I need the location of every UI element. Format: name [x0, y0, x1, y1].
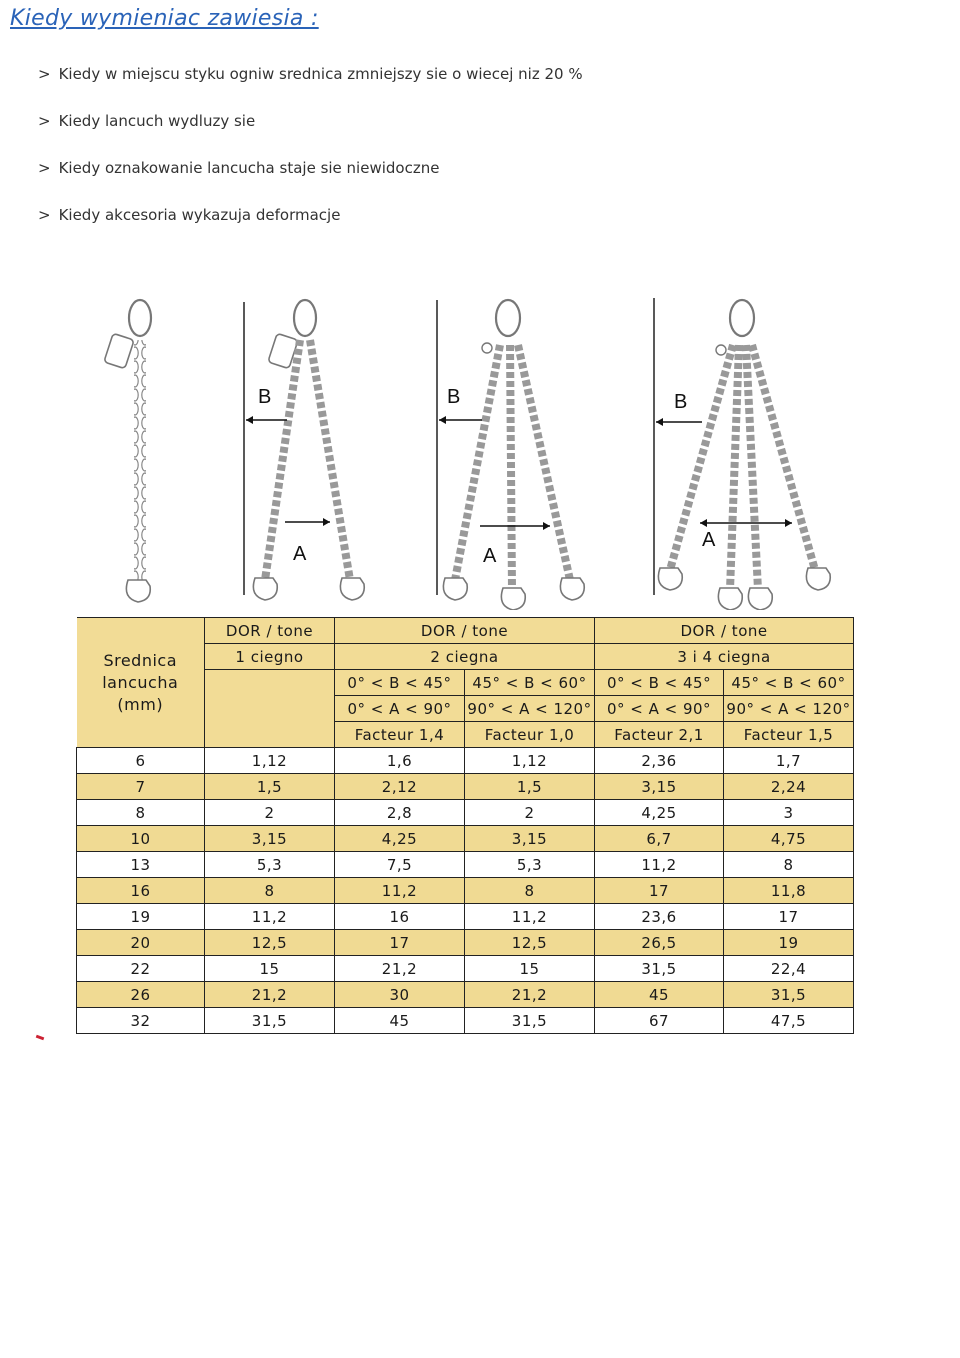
load-capacity-table-container: [76, 617, 853, 1041]
angle-b-range: 0° < B < 45°: [595, 670, 724, 696]
capacity-cell: 15: [205, 956, 335, 982]
single-leg-sling-icon: [104, 300, 151, 602]
capacity-cell: 2,36: [595, 748, 724, 774]
capacity-cell: 15: [465, 956, 595, 982]
factor-cell: Facteur 1,0: [465, 722, 595, 748]
capacity-cell: 21,2: [465, 982, 595, 1008]
diameter-cell: 7: [77, 774, 205, 800]
capacity-cell: 23,6: [595, 904, 724, 930]
page-title: Kiedy wymieniac zawiesia :: [10, 6, 319, 31]
capacity-cell: 21,2: [205, 982, 335, 1008]
angle-a-label: A: [702, 529, 716, 551]
angle-b-label: B: [258, 386, 272, 408]
diameter-cell: 19: [77, 904, 205, 930]
angle-a-range: 0° < A < 90°: [335, 696, 465, 722]
bullet-marker: >: [38, 65, 51, 83]
capacity-cell: 21,2: [335, 956, 465, 982]
capacity-cell: 12,5: [465, 930, 595, 956]
capacity-cell: 3,15: [465, 826, 595, 852]
four-leg-sling-icon: [656, 300, 830, 610]
angle-b-range: 45° < B < 60°: [724, 670, 854, 696]
capacity-cell: 4,25: [335, 826, 465, 852]
list-item: [38, 205, 583, 252]
capacity-cell: 1,6: [335, 748, 465, 774]
capacity-cell: 19: [724, 930, 854, 956]
table-row: [77, 1008, 854, 1034]
table-body: [77, 748, 854, 1034]
capacity-cell: 11,2: [595, 852, 724, 878]
diameter-cell: 32: [77, 1008, 205, 1034]
diameter-cell: 26: [77, 982, 205, 1008]
table-row: [77, 878, 854, 904]
capacity-cell: 1,5: [205, 774, 335, 800]
angle-b-label: B: [447, 386, 461, 408]
stub-line: Srednica: [103, 650, 178, 670]
capacity-cell: 31,5: [724, 982, 854, 1008]
table-row: [77, 930, 854, 956]
table-row: [77, 852, 854, 878]
angle-a-label: A: [483, 545, 497, 567]
angle-a-range: 90° < A < 120°: [465, 696, 595, 722]
capacity-cell: 1,7: [724, 748, 854, 774]
factor-cell: Facteur 2,1: [595, 722, 724, 748]
angle-a-range: 0° < A < 90°: [595, 696, 724, 722]
load-capacity-table: [76, 617, 854, 1034]
capacity-cell: 47,5: [724, 1008, 854, 1034]
factor-cell: Facteur 1,5: [724, 722, 854, 748]
table-row: [77, 982, 854, 1008]
capacity-cell: 4,25: [595, 800, 724, 826]
group-subtitle: 3 i 4 ciegna: [595, 644, 854, 670]
capacity-cell: 17: [595, 878, 724, 904]
bullet-marker: >: [38, 159, 51, 177]
capacity-cell: 6,7: [595, 826, 724, 852]
capacity-cell: 26,5: [595, 930, 724, 956]
capacity-cell: 67: [595, 1008, 724, 1034]
chain-sling-diagrams: [0, 290, 960, 610]
capacity-cell: 17: [724, 904, 854, 930]
capacity-cell: 2,12: [335, 774, 465, 800]
group-title: DOR / tone: [595, 618, 854, 644]
two-leg-sling-icon: [246, 300, 364, 600]
factor-cell: Facteur 1,4: [335, 722, 465, 748]
capacity-cell: 11,8: [724, 878, 854, 904]
replacement-criteria-list: [38, 64, 583, 252]
capacity-cell: 45: [335, 1008, 465, 1034]
capacity-cell: 11,2: [335, 878, 465, 904]
capacity-cell: 16: [335, 904, 465, 930]
table-row: [77, 748, 854, 774]
diameter-cell: 10: [77, 826, 205, 852]
diameter-cell: 6: [77, 748, 205, 774]
capacity-cell: 2: [205, 800, 335, 826]
table-row: [77, 904, 854, 930]
list-item-text: Kiedy lancuch wydluzy sie: [58, 112, 256, 130]
table-row: [77, 956, 854, 982]
list-item-text: Kiedy akcesoria wykazuja deformacje: [58, 206, 341, 224]
group-subtitle: 2 ciegna: [335, 644, 595, 670]
empty-header-cell: [205, 670, 335, 748]
diameter-cell: 13: [77, 852, 205, 878]
capacity-cell: 12,5: [205, 930, 335, 956]
list-item: [38, 158, 583, 205]
capacity-cell: 11,2: [465, 904, 595, 930]
capacity-cell: 4,75: [724, 826, 854, 852]
table-row: [77, 826, 854, 852]
list-item-text: Kiedy oznakowanie lancucha staje sie niewidoczne: [58, 159, 440, 177]
capacity-cell: 17: [335, 930, 465, 956]
capacity-cell: 31,5: [465, 1008, 595, 1034]
capacity-cell: 5,3: [465, 852, 595, 878]
table-row: [77, 774, 854, 800]
capacity-cell: 3,15: [205, 826, 335, 852]
capacity-cell: 1,12: [465, 748, 595, 774]
capacity-cell: 8: [205, 878, 335, 904]
capacity-cell: 30: [335, 982, 465, 1008]
list-item-text: Kiedy w miejscu styku ogniw srednica zmniejszy sie o wiecej niz 20 %: [58, 65, 583, 83]
diameter-cell: 20: [77, 930, 205, 956]
group-title: DOR / tone: [335, 618, 595, 644]
angle-b-range: 0° < B < 45°: [335, 670, 465, 696]
capacity-cell: 22,4: [724, 956, 854, 982]
capacity-cell: 8: [724, 852, 854, 878]
capacity-cell: 3,15: [595, 774, 724, 800]
capacity-cell: 1,12: [205, 748, 335, 774]
list-item: [38, 111, 583, 158]
angle-a-range: 90° < A < 120°: [724, 696, 854, 722]
three-leg-sling-icon: [439, 300, 584, 610]
group-title: DOR / tone: [205, 618, 335, 644]
diameter-cell: 16: [77, 878, 205, 904]
group-subtitle: 1 ciegno: [205, 644, 335, 670]
capacity-cell: 8: [465, 878, 595, 904]
diameter-cell: 22: [77, 956, 205, 982]
angle-b-range: 45° < B < 60°: [465, 670, 595, 696]
bullet-marker: >: [38, 112, 51, 130]
angle-b-label: B: [674, 391, 688, 413]
capacity-cell: 31,5: [205, 1008, 335, 1034]
capacity-cell: 2: [465, 800, 595, 826]
capacity-cell: 31,5: [595, 956, 724, 982]
table-header-row: [77, 618, 854, 644]
capacity-cell: 5,3: [205, 852, 335, 878]
stub-line: (mm): [117, 694, 164, 714]
capacity-cell: 2,8: [335, 800, 465, 826]
capacity-cell: 3: [724, 800, 854, 826]
angle-a-label: A: [293, 543, 307, 565]
diameter-cell: 8: [77, 800, 205, 826]
diameter-column-header: [77, 618, 205, 748]
stub-line: lancucha: [102, 672, 179, 692]
capacity-cell: 1,5: [465, 774, 595, 800]
capacity-cell: 11,2: [205, 904, 335, 930]
table-row: [77, 800, 854, 826]
bullet-marker: >: [38, 206, 51, 224]
capacity-cell: 45: [595, 982, 724, 1008]
capacity-cell: 2,24: [724, 774, 854, 800]
pen-mark: [36, 1035, 45, 1041]
list-item: [38, 64, 583, 111]
capacity-cell: 7,5: [335, 852, 465, 878]
